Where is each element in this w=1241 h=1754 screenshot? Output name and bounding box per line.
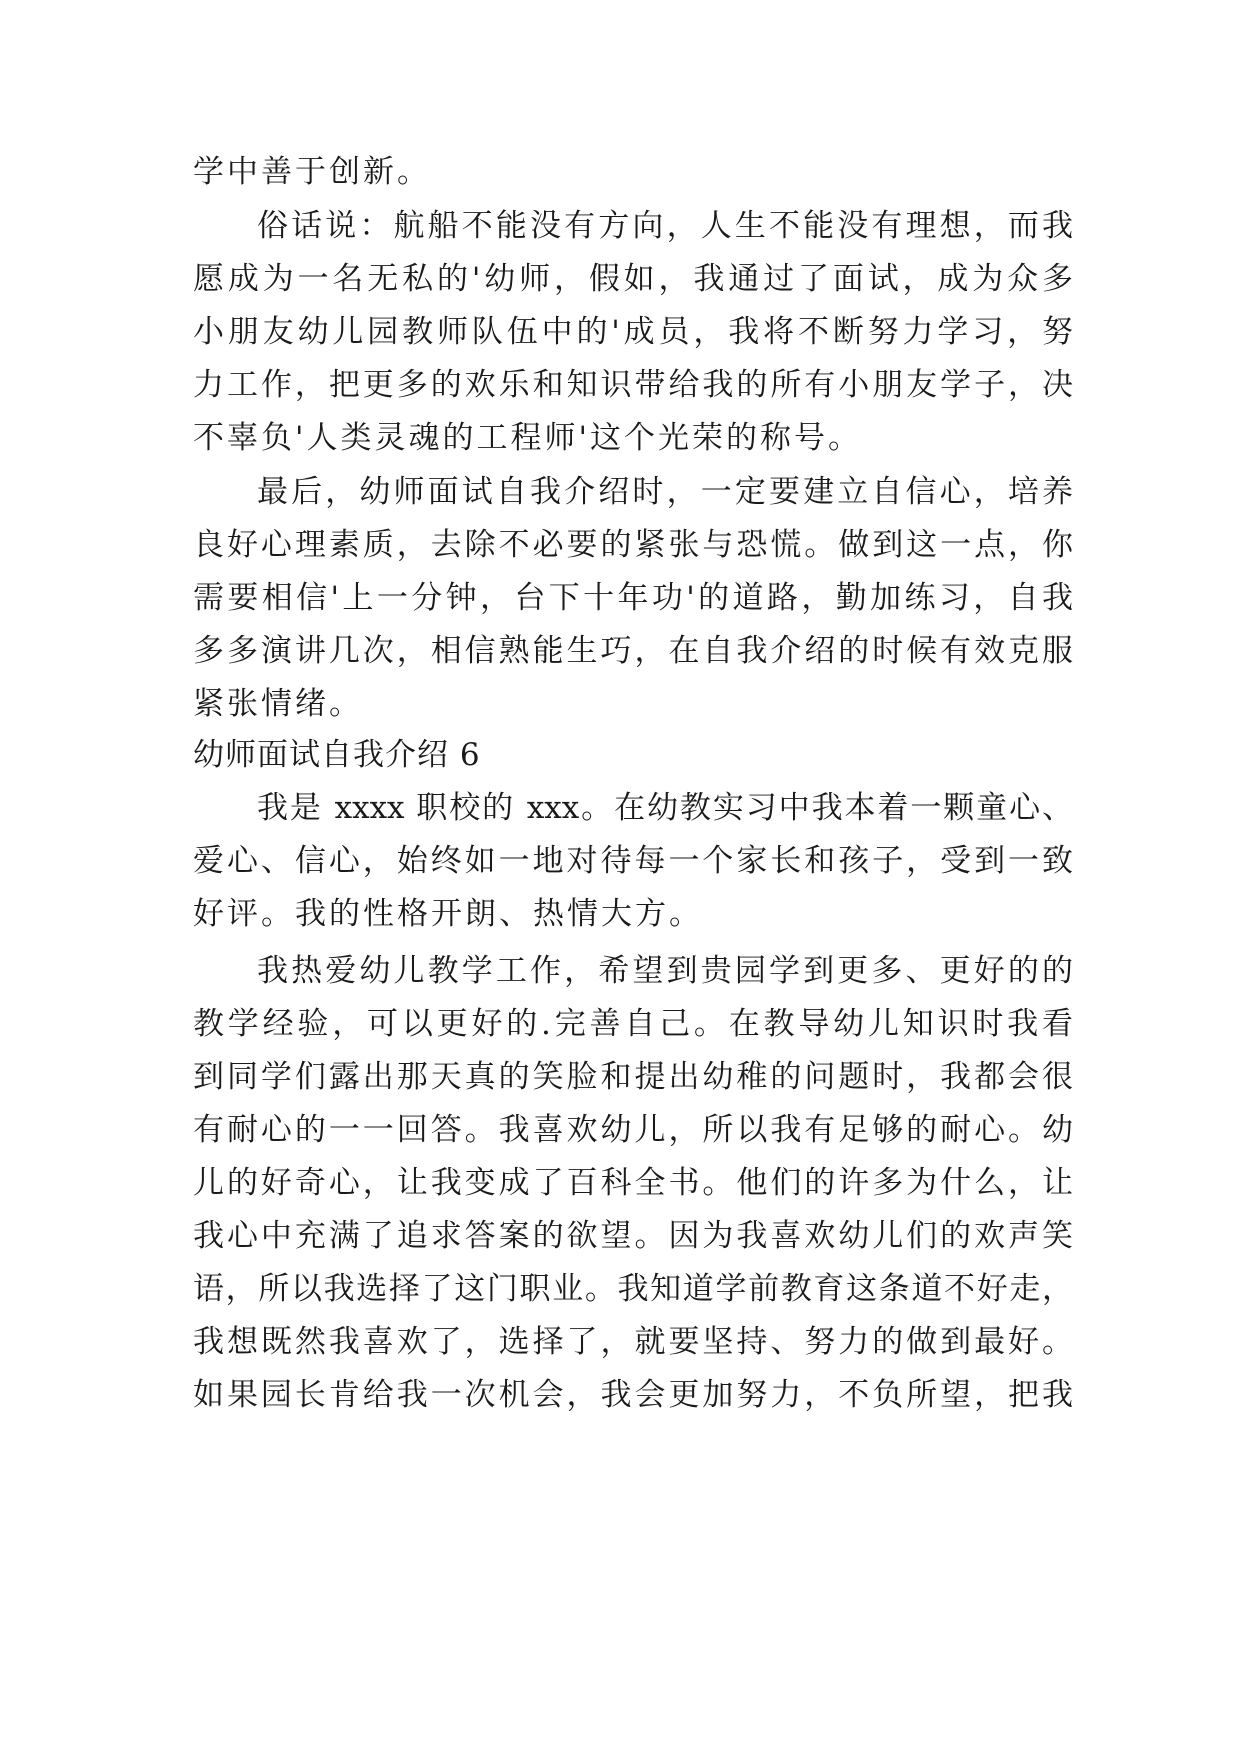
- text-line: 多多演讲几次，相信熟能生巧，在自我介绍的时候有效克服: [193, 633, 1073, 669]
- text-line: 学中善于创新。: [193, 154, 431, 190]
- text-line: 有耐心的一一回答。我喜欢幼儿，所以我有足够的耐心。幼: [193, 1112, 1073, 1148]
- text-line: 小朋友幼儿园教师队伍中的'成员，我将不断努力学习，努: [193, 314, 1073, 350]
- text-line: 紧张情绪。: [193, 686, 363, 722]
- section-heading: 幼师面试自我介绍 6: [193, 737, 481, 773]
- text-line: 教学经验，可以更好的.完善自己。在教导幼儿知识时我看: [193, 1006, 1073, 1042]
- paragraph-first-line: 俗话说：航船不能没有方向，人生不能没有理想，而我: [257, 208, 1073, 244]
- paragraph-first-line: 我是 xxxx 职校的 xxx。在幼教实习中我本着一颗童心、: [257, 790, 1073, 826]
- text-line: 我心中充满了追求答案的欲望。因为我喜欢幼儿们的欢声笑: [193, 1218, 1073, 1254]
- text-line: 力工作，把更多的欢乐和知识带给我的所有小朋友学子，决: [193, 367, 1073, 403]
- text-line: 需要相信'上一分钟，台下十年功'的道路，勤加练习，自我: [193, 580, 1073, 616]
- text-line: 良好心理素质，去除不必要的紧张与恐慌。做到这一点，你: [193, 527, 1073, 563]
- text-line: 语，所以我选择了这门职业。我知道学前教育这条道不好走，: [193, 1271, 1073, 1307]
- text-line: 我想既然我喜欢了，选择了，就要坚持、努力的做到最好。: [193, 1324, 1073, 1360]
- text-line: 到同学们露出那天真的笑脸和提出幼稚的问题时，我都会很: [193, 1059, 1073, 1095]
- text-line: 儿的好奇心，让我变成了百科全书。他们的许多为什么，让: [193, 1165, 1073, 1201]
- text-line: 如果园长肯给我一次机会，我会更加努力，不负所望，把我: [193, 1377, 1073, 1413]
- text-line: 不辜负'人类灵魂的工程师'这个光荣的称号。: [193, 420, 863, 456]
- paragraph-first-line: 最后，幼师面试自我介绍时，一定要建立自信心，培养: [257, 474, 1073, 510]
- text-line: 愿成为一名无私的'幼师，假如，我通过了面试，成为众多: [193, 261, 1073, 297]
- text-line: 好评。我的性格开朗、热情大方。: [193, 896, 703, 932]
- paragraph-first-line: 我热爱幼儿教学工作，希望到贵园学到更多、更好的的: [257, 953, 1073, 989]
- text-line: 爱心、信心，始终如一地对待每一个家长和孩子，受到一致: [193, 843, 1073, 879]
